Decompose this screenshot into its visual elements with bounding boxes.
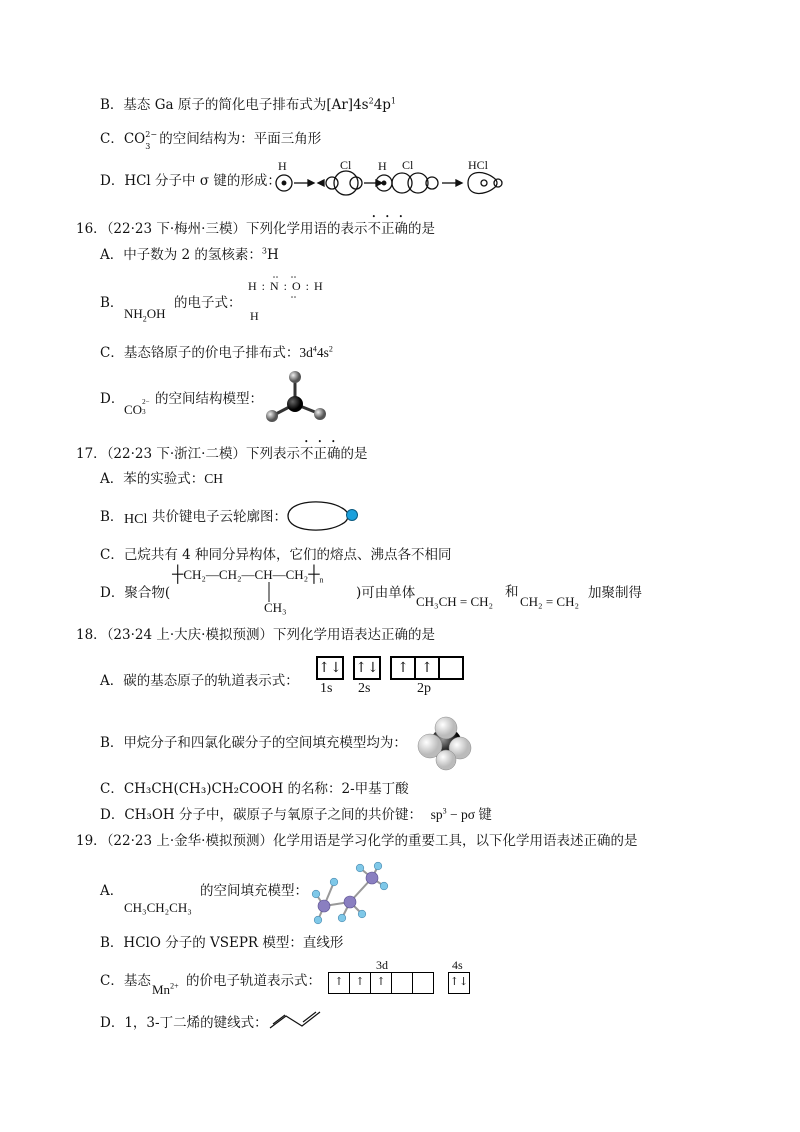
q16-option-d-label: D． bbox=[100, 391, 125, 407]
q16-option-c: C．基态铬原子的价电子排布式：$3d^44s^2$ bbox=[100, 344, 333, 361]
q18-option-c: C．CH₃CH(CH₃)CH₂COOH 的名称：2-甲基丁酸 bbox=[100, 781, 409, 797]
q17-b-formula: HCl bbox=[124, 512, 148, 527]
q19-a-formula: CH₃CH₂CH₃ bbox=[124, 900, 192, 915]
q17-d-branch: CH₃ bbox=[264, 600, 287, 615]
q16-b-lewis-bottom: H bbox=[250, 309, 259, 323]
orbital-4s: ↑↓ bbox=[448, 972, 470, 994]
q18-option-b: B．甲烷分子和四氯化碳分子的空间填充模型均为： bbox=[100, 735, 407, 751]
q19-option-b: B．HClO 分子的 VSEPR 模型：直线形 bbox=[100, 935, 344, 951]
q19-a-text: 的空间填充模型： bbox=[200, 883, 308, 899]
q19-c-ion: $Mn^{2+}$ bbox=[152, 981, 179, 997]
label-hcl: HCl bbox=[468, 158, 489, 172]
q17-stem: 17．（22·23 下·浙江·二模）下列表示不正确的是 bbox=[76, 446, 368, 462]
q17-d-polymer: $┼CH_2—CH_2—CH—CH_2┼_n$ bbox=[172, 566, 324, 585]
label-h1: H bbox=[278, 159, 287, 173]
q19-option-a-label: A． bbox=[100, 883, 124, 899]
co3-ball-stick-model bbox=[262, 370, 332, 430]
orbital-3d-1: ↑ bbox=[328, 972, 350, 994]
q16-option-a: A．中子数为 2 的氢核素：$^3$H bbox=[100, 246, 279, 263]
lewis-dots bbox=[256, 275, 336, 309]
q18-stem: 18．（23·24 上·大庆·模拟预测）下列化学用语表达正确的是 bbox=[76, 627, 435, 643]
q16-option-b-label: B． bbox=[100, 295, 124, 311]
carbon-orbital-diagram bbox=[316, 656, 476, 700]
orbital-2p-1: ↑ bbox=[390, 656, 416, 680]
label-cl2: Cl bbox=[402, 158, 414, 172]
hcl-electron-cloud bbox=[282, 498, 362, 534]
q16-b-formula: $NH_2OH$ bbox=[124, 306, 166, 324]
label-1s: 1s bbox=[320, 681, 333, 696]
label-2p: 2p bbox=[417, 681, 431, 696]
q17-option-d-label: D．聚合物( bbox=[100, 585, 171, 601]
q17-option-c: C．己烷共有 4 种同分异构体，它们的熔点、沸点各不相同 bbox=[100, 547, 452, 563]
q17-option-b-label: B． bbox=[100, 509, 124, 525]
sigma-bond-formation-diagram bbox=[272, 156, 502, 196]
q17-d-mid: )可由单体 bbox=[356, 585, 416, 601]
methane-space-filling-model bbox=[416, 716, 476, 772]
q17-option-a: A．苯的实验式：CH bbox=[100, 471, 224, 487]
q18-option-d: D．CH₃OH 分子中，碳原子与氧原子之间的共价键： $sp^3 - p\sigma$ 键 bbox=[100, 806, 492, 823]
q19-c-text: 的价电子轨道表示式： bbox=[186, 973, 321, 989]
orbital-3d-3: ↑ bbox=[370, 972, 392, 994]
q16-d-text: 的空间结构模型： bbox=[155, 391, 263, 407]
q16-b-lewis-top: H : N : O : H bbox=[248, 279, 324, 293]
q18-option-a: A．碳的基态原子的轨道表示式： bbox=[100, 673, 299, 689]
orbital-3d-4 bbox=[391, 972, 413, 994]
label-h2: H bbox=[378, 159, 387, 173]
label-2s: 2s bbox=[358, 681, 371, 696]
q15-option-d: D．HCl 分子中 σ 键的形成： bbox=[100, 173, 281, 189]
q15-option-b: B．基态 Ga 原子的简化电子排布式为$[Ar]4s^24p^1$ bbox=[100, 96, 397, 113]
orbital-3d-2: ↑ bbox=[349, 972, 371, 994]
q16-d-formula: CO 2− 3 bbox=[124, 398, 150, 417]
orbital-3d-5 bbox=[412, 972, 434, 994]
orbital-2s: ↑↓ bbox=[353, 656, 381, 680]
orbital-2p-2: ↑ bbox=[414, 656, 440, 680]
mn2-orbital-diagram bbox=[328, 958, 478, 998]
q19-option-c-label: C．基态 bbox=[100, 973, 151, 989]
q16-stem: 16．（22·23 下·梅州·三模）下列化学用语的表示不正确的是 bbox=[76, 221, 435, 237]
label-4s: 4s bbox=[452, 958, 463, 972]
propane-ball-stick-model bbox=[312, 860, 392, 924]
q15-option-c: C．CO 2− 3 的空间结构为：平面三角形 bbox=[100, 130, 322, 151]
orbital-1s: ↑↓ bbox=[316, 656, 344, 680]
q19-option-d: D．1，3-丁二烯的键线式： bbox=[100, 1015, 268, 1031]
label-3d: 3d bbox=[376, 958, 388, 972]
q17-d-monomer1: CH₃CH = CH₂ bbox=[416, 594, 494, 609]
butadiene-skeletal-formula bbox=[268, 1010, 328, 1030]
q19-stem: 19．（22·23 上·金华·模拟预测）化学用语是学习化学的重要工具，以下化学用语表述正确的是 bbox=[76, 833, 638, 849]
label-cl1: Cl bbox=[340, 158, 352, 172]
q17-d-post: 加聚制得 bbox=[588, 585, 642, 601]
q17-b-text: 共价键电子云轮廓图： bbox=[152, 509, 287, 525]
orbital-2p-3 bbox=[438, 656, 464, 680]
q17-d-and: 和 bbox=[505, 584, 519, 600]
q16-b-text: 的电子式： bbox=[174, 295, 242, 311]
q17-d-monomer2: CH₂ = CH₂ bbox=[520, 594, 580, 609]
